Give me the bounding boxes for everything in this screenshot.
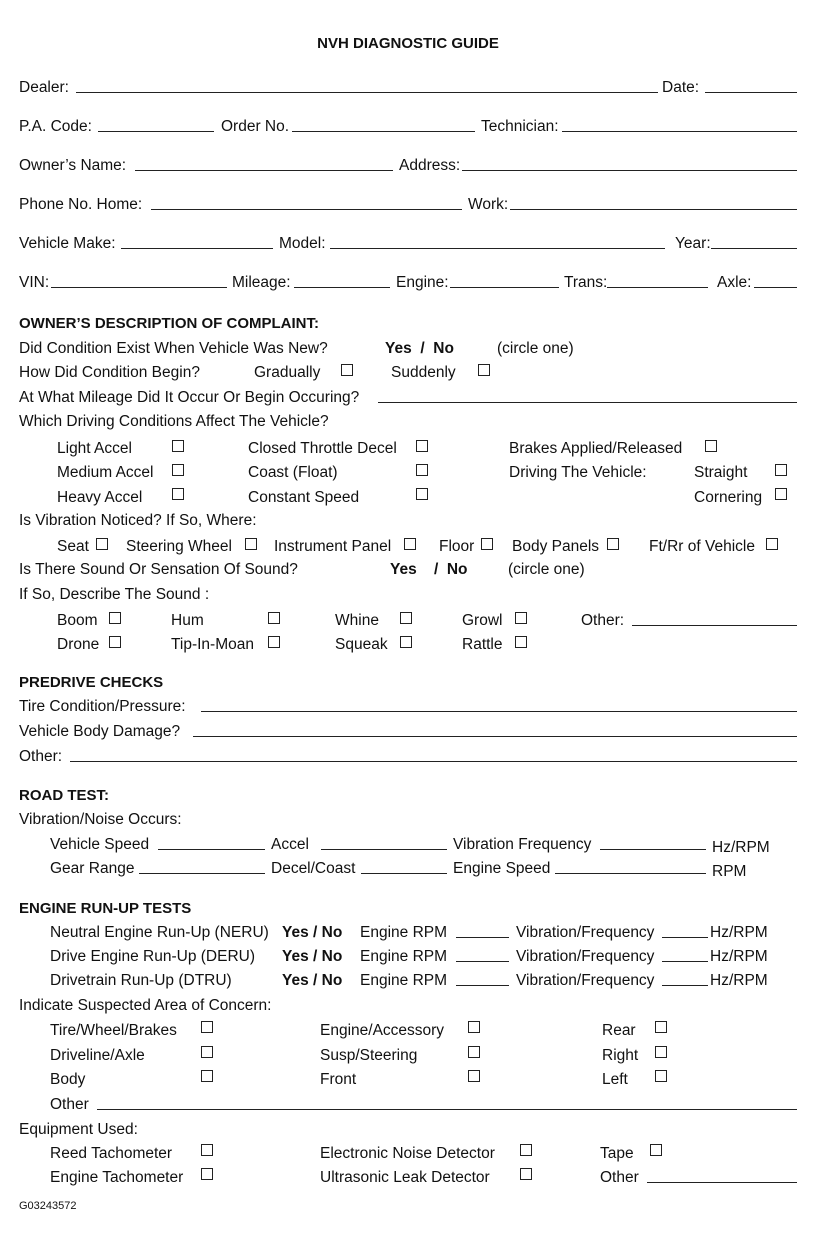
medium-accel-label: Medium Accel [57,464,154,481]
predrive-heading: PREDRIVE CHECKS [19,674,164,691]
phone-home-line[interactable] [151,209,462,210]
date-line[interactable] [705,92,797,93]
neru-rpm-line[interactable] [456,937,509,938]
tire-wheel-checkbox[interactable] [201,1021,213,1033]
deru-rpm-label: Engine RPM [360,948,448,965]
constant-speed-checkbox[interactable] [416,488,428,500]
left-checkbox[interactable] [655,1070,667,1082]
mileage-label: Mileage: [232,274,291,291]
brakes-checkbox[interactable] [705,440,717,452]
susp-checkbox[interactable] [468,1046,480,1058]
deru-yes-no[interactable]: Yes / No [282,948,343,965]
yes-no-sound[interactable]: Yes / No [390,561,468,578]
coast-label: Coast (Float) [248,464,338,481]
rear-checkbox[interactable] [655,1021,667,1033]
figure-code: G03243572 [19,1200,77,1212]
vin-line[interactable] [51,287,227,288]
date-label: Date: [662,79,700,96]
other-sound-line[interactable] [632,625,797,626]
dtru-yes-no[interactable]: Yes / No [282,972,343,989]
q-conditions-label: Which Driving Conditions Affect The Vehicle? [19,413,329,430]
ft-rr-checkbox[interactable] [766,538,778,550]
equipment-heading: Equipment Used: [19,1121,138,1138]
q-mileage-label: At What Mileage Did It Occur Or Begin Occuring? [19,389,360,406]
gear-range-label: Gear Range [50,860,135,877]
ultrasonic-checkbox[interactable] [520,1168,532,1180]
boom-label: Boom [57,612,98,629]
whine-label: Whine [335,612,379,629]
suddenly-label: Suddenly [391,364,456,381]
q-describe-label: If So, Describe The Sound : [19,586,210,603]
concern-label: Indicate Suspected Area of Concern: [19,997,272,1014]
deru-rpm-line[interactable] [456,961,509,962]
trans-line[interactable] [607,287,708,288]
tape-checkbox[interactable] [650,1144,662,1156]
address-label: Address: [399,157,461,174]
q-vibration-label: Is Vibration Noticed? If So, Where: [19,512,257,529]
tape-label: Tape [600,1145,634,1162]
electronic-noise-checkbox[interactable] [520,1144,532,1156]
deru-vf-line[interactable] [662,961,708,962]
electronic-noise-label: Electronic Noise Detector [320,1145,495,1162]
owners-name-label: Owner’s Name: [19,157,127,174]
tip-in-moan-checkbox[interactable] [268,636,280,648]
accel-line[interactable] [321,849,447,850]
road-test-heading: ROAD TEST: [19,787,109,804]
right-checkbox[interactable] [655,1046,667,1058]
dtru-label: Drivetrain Run-Up (DTRU) [50,972,232,989]
order-no-line[interactable] [292,131,475,132]
instrument-panel-checkbox[interactable] [404,538,416,550]
concern-other-label: Other [50,1096,89,1113]
body-panels-checkbox[interactable] [607,538,619,550]
steering-wheel-checkbox[interactable] [245,538,257,550]
boom-checkbox[interactable] [109,612,121,624]
owners-name-line[interactable] [135,170,393,171]
engine-tach-label: Engine Tachometer [50,1169,184,1186]
coast-checkbox[interactable] [416,464,428,476]
tire-wheel-label: Tire/Wheel/Brakes [50,1022,177,1039]
neru-label: Neutral Engine Run-Up (NERU) [50,924,269,941]
engine-acc-label: Engine/Accessory [320,1022,445,1039]
rattle-label: Rattle [462,636,503,653]
cornering-checkbox[interactable] [775,488,787,500]
driveline-checkbox[interactable] [201,1046,213,1058]
closed-throttle-label: Closed Throttle Decel [248,440,397,457]
dealer-line[interactable] [76,92,658,93]
squeak-label: Squeak [335,636,388,653]
deru-label: Drive Engine Run-Up (DERU) [50,948,256,965]
circle-one-label: (circle one) [497,340,574,357]
gradually-checkbox[interactable] [341,364,353,376]
engine-tach-checkbox[interactable] [201,1168,213,1180]
reed-tach-label: Reed Tachometer [50,1145,173,1162]
heavy-accel-label: Heavy Accel [57,489,143,506]
floor-label: Floor [439,538,475,555]
address-line[interactable] [462,170,797,171]
form-title: NVH DIAGNOSTIC GUIDE [317,35,499,52]
closed-throttle-checkbox[interactable] [416,440,428,452]
model-label: Model: [279,235,326,252]
front-label: Front [320,1071,357,1088]
q-begin-label: How Did Condition Begin? [19,364,200,381]
other-sound-label: Other: [581,612,625,629]
body-checkbox[interactable] [201,1070,213,1082]
concern-other-line[interactable] [97,1109,797,1110]
mileage-line[interactable] [294,287,390,288]
year-label: Year: [675,235,711,252]
hum-checkbox[interactable] [268,612,280,624]
steering-wheel-label: Steering Wheel [126,538,232,555]
heavy-accel-checkbox[interactable] [172,488,184,500]
tip-in-moan-label: Tip-In-Moan [171,636,254,653]
growl-checkbox[interactable] [515,612,527,624]
dtru-unit: Hz/RPM [710,972,768,989]
suddenly-checkbox[interactable] [478,364,490,376]
whine-checkbox[interactable] [400,612,412,624]
light-accel-checkbox[interactable] [172,440,184,452]
phone-home-label: Phone No. Home: [19,196,143,213]
dtru-vf-line[interactable] [662,985,708,986]
circle-one-label-2: (circle one) [508,561,585,578]
brakes-label: Brakes Applied/Released [509,440,683,457]
vehicle-speed-line[interactable] [158,849,265,850]
technician-line[interactable] [562,131,797,132]
complaint-heading: OWNER’S DESCRIPTION OF COMPLAINT: [19,315,319,332]
model-line[interactable] [330,248,665,249]
medium-accel-checkbox[interactable] [172,464,184,476]
seat-checkbox[interactable] [96,538,108,550]
engine-label: Engine: [396,274,449,291]
rear-label: Rear [602,1022,636,1039]
trans-label: Trans: [564,274,608,291]
neru-rpm-label: Engine RPM [360,924,448,941]
floor-checkbox[interactable] [481,538,493,550]
driveline-label: Driveline/Axle [50,1047,145,1064]
technician-label: Technician: [481,118,559,135]
vehicle-make-line[interactable] [121,248,273,249]
rattle-checkbox[interactable] [515,636,527,648]
drone-label: Drone [57,636,100,653]
vin-label: VIN: [19,274,50,291]
vib-freq-line[interactable] [600,849,706,850]
driving-vehicle-label: Driving The Vehicle: [509,464,647,481]
vib-freq-label: Vibration Frequency [453,836,592,853]
gradually-label: Gradually [254,364,321,381]
equipment-other-label: Other [600,1169,639,1186]
susp-label: Susp/Steering [320,1047,418,1064]
constant-speed-label: Constant Speed [248,489,360,506]
neru-vf-label: Vibration/Frequency [516,924,655,941]
hum-label: Hum [171,612,204,629]
runup-heading: ENGINE RUN-UP TESTS [19,900,192,917]
rpm-label: RPM [712,863,747,880]
hz-rpm-label: Hz/RPM [712,839,770,856]
body-label: Body [50,1071,86,1088]
reed-tach-checkbox[interactable] [201,1144,213,1156]
ultrasonic-label: Ultrasonic Leak Detector [320,1169,490,1186]
yes-no-new[interactable]: Yes / No [385,340,454,357]
vehicle-speed-label: Vehicle Speed [50,836,150,853]
axle-line[interactable] [754,287,797,288]
q-new-label: Did Condition Exist When Vehicle Was New? [19,340,328,357]
left-label: Left [602,1071,628,1088]
straight-label: Straight [694,464,748,481]
seat-label: Seat [57,538,89,555]
predrive-other-line[interactable] [70,761,797,762]
equipment-other-line[interactable] [647,1182,797,1183]
engine-speed-line[interactable] [555,873,706,874]
neru-unit: Hz/RPM [710,924,768,941]
body-panels-label: Body Panels [512,538,600,555]
neru-vf-line[interactable] [662,937,708,938]
engine-acc-checkbox[interactable] [468,1021,480,1033]
pa-code-line[interactable] [98,131,214,132]
occurs-label: Vibration/Noise Occurs: [19,811,182,828]
order-no-label: Order No. [221,118,290,135]
body-damage-label: Vehicle Body Damage? [19,723,181,740]
drone-checkbox[interactable] [109,636,121,648]
decel-coast-label: Decel/Coast [271,860,356,877]
mileage-occur-line[interactable] [378,402,797,403]
vehicle-make-label: Vehicle Make: [19,235,116,252]
squeak-checkbox[interactable] [400,636,412,648]
predrive-other-label: Other: [19,748,63,765]
neru-yes-no[interactable]: Yes / No [282,924,343,941]
ft-rr-label: Ft/Rr of Vehicle [649,538,755,555]
gear-range-line[interactable] [139,873,265,874]
work-label: Work: [468,196,509,213]
growl-label: Growl [462,612,503,629]
pa-code-label: P.A. Code: [19,118,92,135]
light-accel-label: Light Accel [57,440,132,457]
deru-vf-label: Vibration/Frequency [516,948,655,965]
deru-unit: Hz/RPM [710,948,768,965]
q-sound-label: Is There Sound Or Sensation Of Sound? [19,561,298,578]
accel-label: Accel [271,836,309,853]
decel-coast-line[interactable] [361,873,447,874]
tire-condition-label: Tire Condition/Pressure: [19,698,186,715]
right-label: Right [602,1047,639,1064]
dtru-rpm-label: Engine RPM [360,972,448,989]
cornering-label: Cornering [694,489,763,506]
instrument-panel-label: Instrument Panel [274,538,392,555]
dtru-vf-label: Vibration/Frequency [516,972,655,989]
front-checkbox[interactable] [468,1070,480,1082]
year-line[interactable] [711,248,797,249]
tire-condition-line[interactable] [201,711,797,712]
work-line[interactable] [510,209,797,210]
axle-label: Axle: [717,274,752,291]
straight-checkbox[interactable] [775,464,787,476]
dtru-rpm-line[interactable] [456,985,509,986]
engine-speed-label: Engine Speed [453,860,551,877]
body-damage-line[interactable] [193,736,797,737]
engine-line[interactable] [450,287,559,288]
dealer-label: Dealer: [19,79,69,96]
